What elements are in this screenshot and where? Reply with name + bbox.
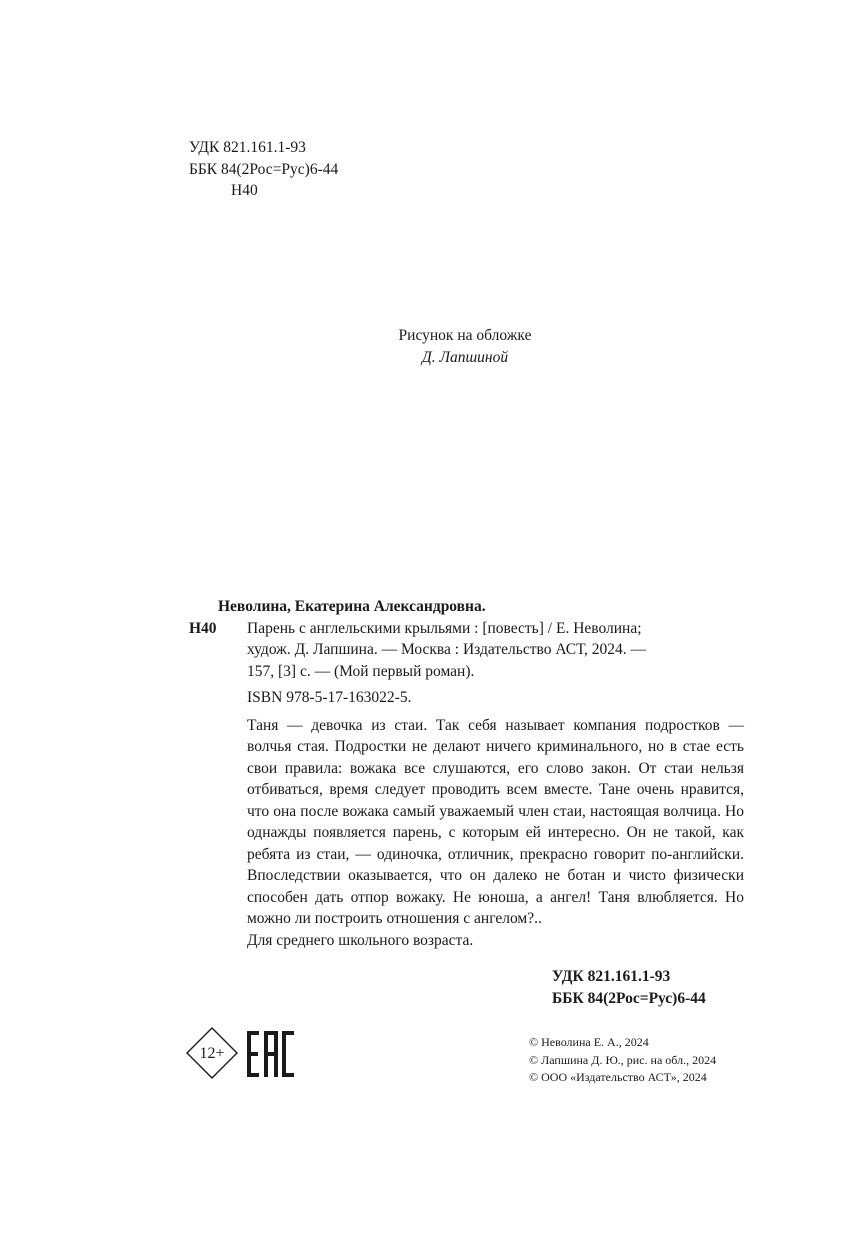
isbn: ISBN 978-5-17-163022-5. xyxy=(247,689,412,706)
author-mark: Н40 xyxy=(231,182,258,199)
eac-certification-icon xyxy=(246,1029,296,1079)
copyright-illustrator: © Лапшина Д. Ю., рис. на обл., 2024 xyxy=(529,1052,717,1067)
author-heading: Неволина, Екатерина Александровна. xyxy=(218,598,486,615)
age-rating-badge xyxy=(186,1027,238,1079)
copyright-block xyxy=(529,1034,716,1087)
footer-classification-codes xyxy=(552,966,706,1009)
description-line-3: 157, [3] с. — (Мой первый роман). xyxy=(247,662,475,680)
cover-credit xyxy=(300,325,630,368)
udk-code: УДК 821.161.1-93 xyxy=(189,139,306,156)
description-entry xyxy=(189,618,744,640)
annotation: Таня — девочка из стаи. Так себя называет компания подростков — волчья стая. Подростки не делают ничего криминального, но в стае есть свои правила: вожака все слушаются, его слово закон. От стаи нельзя отбиваться, время следует проводить всем вместе. Тане очень нравится, что она после вожака самый уважаемый член стаи, настоящая волчица. Но однажды появляется парень, с которым ей интересно. Он не такой, как ребята из стаи, — одиночка, отличник, прекрасно говорит по-английски. Впоследствии оказывается, что он далеко не ботан и чисто физически способен дать отпор вожаку. Не юноша, а ангел! Таня влюбляется. Но можно ли построить отношения с ангелом?.. xyxy=(247,716,744,927)
copyright-publisher: © ООО «Издательство АСТ», 2024 xyxy=(529,1070,707,1084)
bibliographic-record xyxy=(189,596,744,951)
cover-artist: Д. Лапшиной xyxy=(421,348,509,366)
header-classification-codes xyxy=(189,137,338,202)
cover-credit-label: Рисунок на обложке xyxy=(398,327,532,344)
footer-bbk-code: ББК 84(2Рос=Рус)6-44 xyxy=(552,989,706,1007)
bbk-code: ББК 84(2Рос=Рус)6-44 xyxy=(189,160,339,178)
entry-code: Н40 xyxy=(189,619,217,637)
copyright-author: © Неволина Е. А., 2024 xyxy=(529,1035,649,1049)
description-line-2: худож. Д. Лапшина. — Москва : Издательство АСТ, 2024. — xyxy=(247,641,646,658)
audience-note: Для среднего школьного возраста. xyxy=(247,931,474,949)
footer-udk-code: УДК 821.161.1-93 xyxy=(552,968,671,985)
description-line-1: Парень с англельскими крыльями : [повесть] / Е. Неволина; xyxy=(247,619,642,637)
age-rating-text: 12+ xyxy=(199,1045,225,1062)
